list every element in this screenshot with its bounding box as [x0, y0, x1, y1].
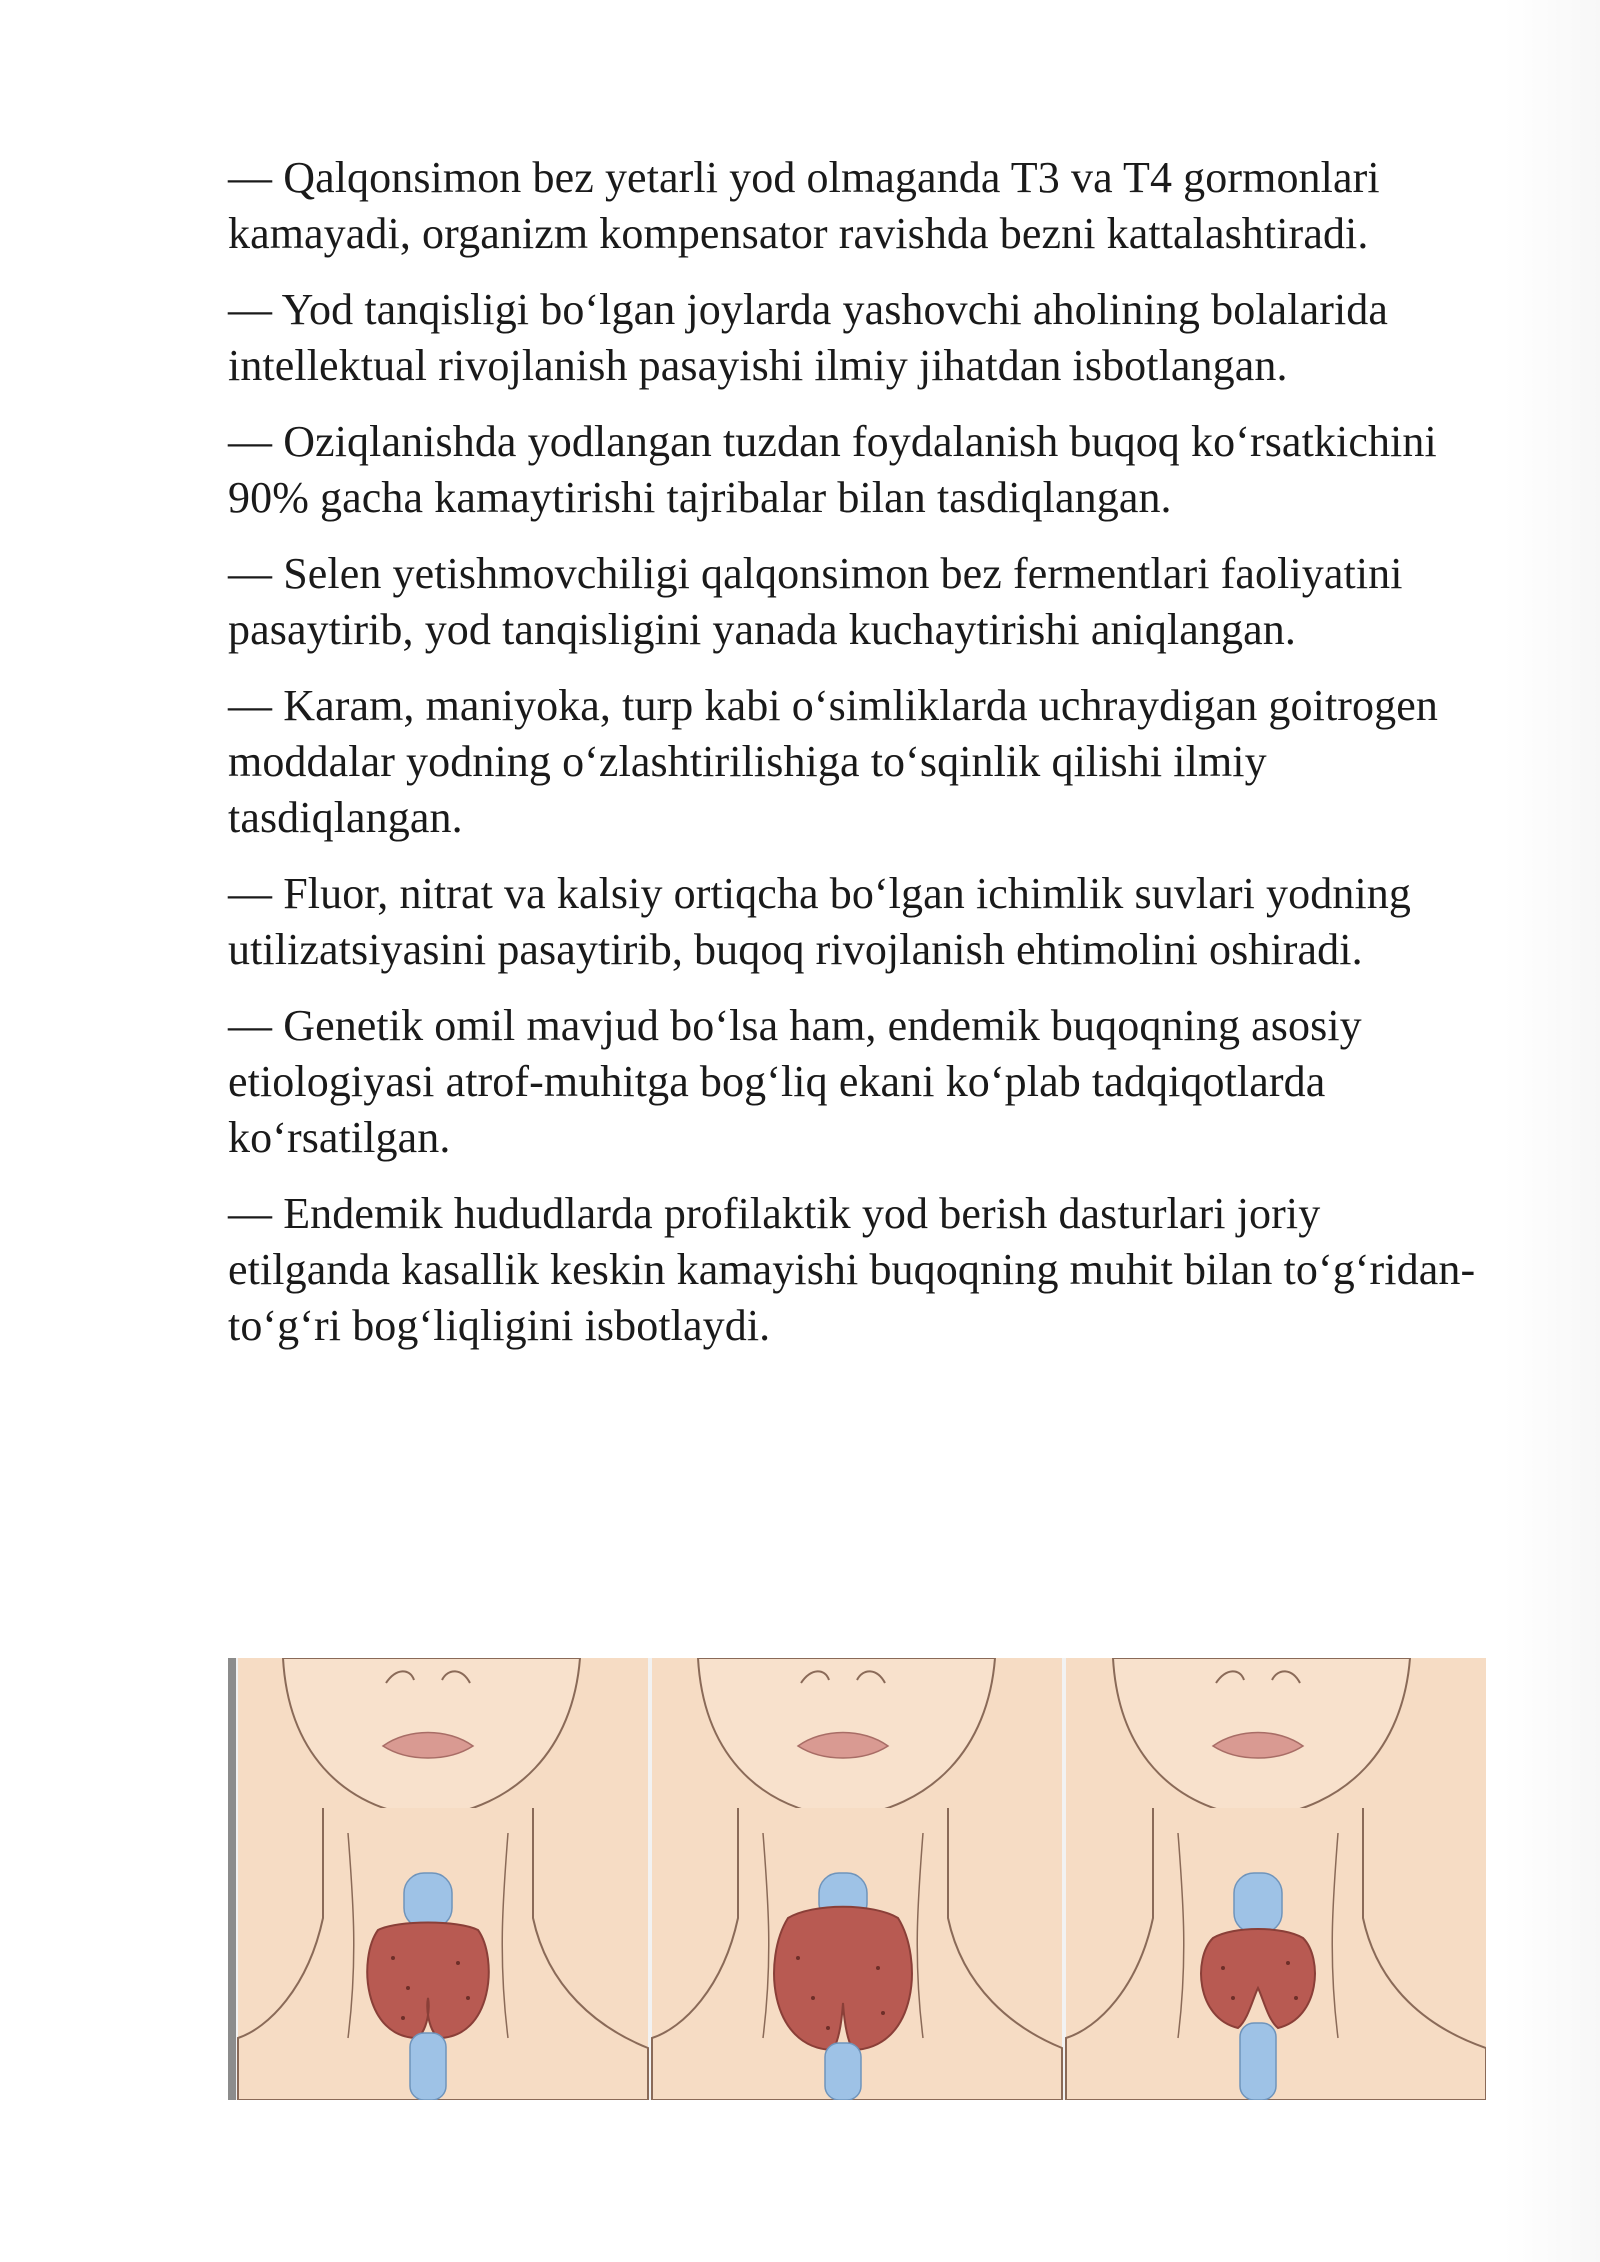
thyroid-illustration [228, 1658, 1486, 2100]
paragraph: — Qalqonsimon bez yetarli yod olmaganda T3 va T4 gormonlari kamayadi, organizm kompensator ravishda bezni kattalashtiradi. [228, 153, 1380, 258]
paragraph: — Yod tanqisligi bo‘lgan joylarda yashovchi aholining bolalarida intellektual rivojlanish pasayishi ilmiy jihatdan isbotlangan. [228, 285, 1389, 390]
paragraph: — Genetik omil mavjud bo‘lsa ham, endemik buqoqning asosiy etiologiyasi atrof-muhitga bog‘liq ekani ko‘plab tadqiqotlarda ko‘rsatilgan. [228, 1001, 1362, 1162]
neck-panel-1 [238, 1658, 648, 2100]
neck-panel-2 [652, 1658, 1062, 2100]
paragraph: — Selen yetishmovchiligi qalqonsimon bez fermentlari faoliyatini pasaytirib, yod tanqisligini yanada kuchaytirishi aniqlangan. [228, 549, 1403, 654]
paragraph: — Oziqlanishda yodlangan tuzdan foydalanish buqoq ko‘rsatkichini 90% gacha kamaytirishi tajribalar bilan tasdiqlangan. [228, 417, 1437, 522]
text-body [228, 150, 1488, 1374]
paragraph: — Karam, maniyoka, turp kabi o‘simliklarda uchraydigan goitrogen moddalar yodning o‘zlashtirilishiga to‘sqinlik qilishi ilmiy tasdiqlangan. [228, 681, 1438, 842]
paragraph: — Endemik hududlarda profilaktik yod berish dasturlari joriy etilganda kasallik keskin kamayishi buqoqning muhit bilan to‘g‘ridan-to‘g‘ri bog‘liqligini isbotlaydi. [228, 1189, 1476, 1350]
thyroid-illustration-svg [228, 1658, 1486, 2100]
image-edge-strip [228, 1658, 236, 2100]
neck-panel-3 [1066, 1658, 1486, 2100]
paragraph: — Fluor, nitrat va kalsiy ortiqcha bo‘lgan ichimlik suvlari yodning utilizatsiyasini pasaytirib, buqoq rivojlanish ehtimolini oshiradi. [228, 869, 1411, 974]
